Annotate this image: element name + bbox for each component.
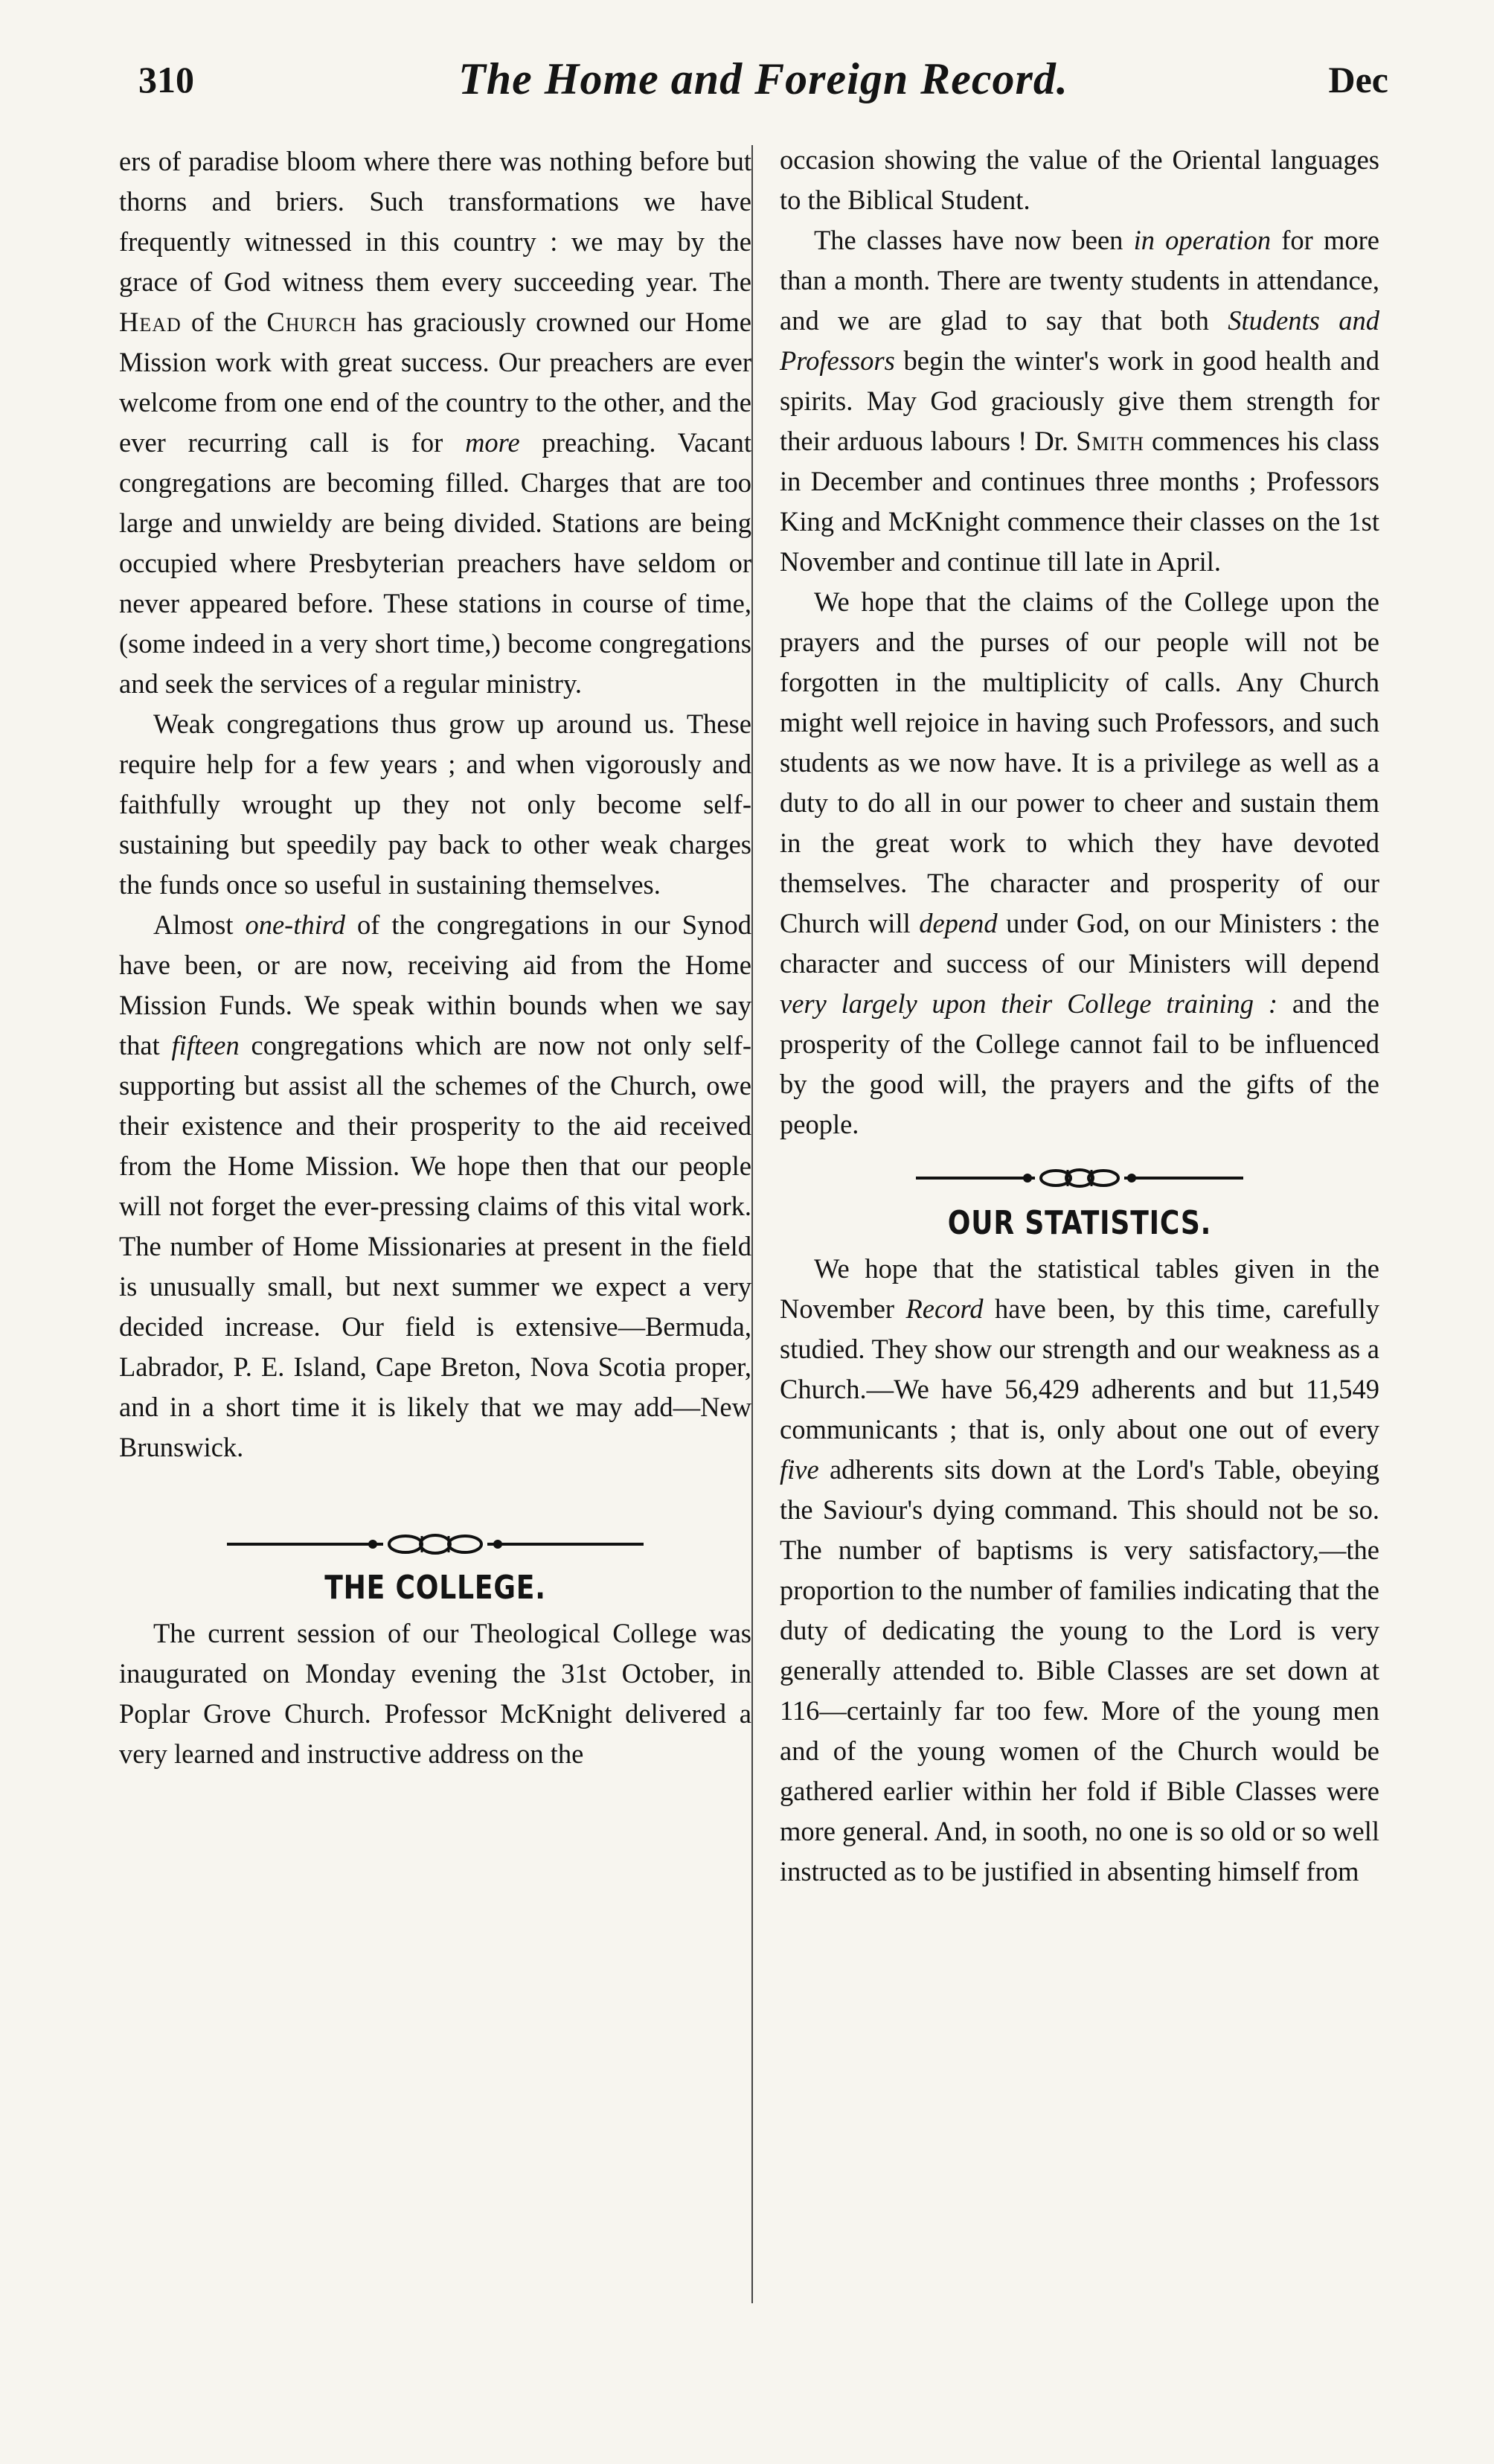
month-label: Dec xyxy=(1328,59,1388,100)
left-column xyxy=(119,141,751,1774)
ornament-divider xyxy=(227,1533,644,1555)
college-claims-paragraph: We hope that the claims of the College upon the prayers and the purses of our people will not be forgotten in the multiplicity of calls. Any Church might well rejoice in having such Professors, and such students as we now have. It is a privilege as well as a duty to do all in our power to cheer and sustain them in the great work to which they have devoted themselves. The character and prosperity of our Church will depend under God, on our Ministers : the character and success of our Ministers will depend very largely upon their College training : and the prosperity of the College cannot fail to be influenced by the good will, the prayers and the gifts of the people. xyxy=(780,586,1379,1139)
college-classes-paragraph: The classes have now been in operation for more than a month. There are twenty students in attendance, and we are glad to say that both Students and Professors begin the winter's work in good health and spirits. May God graciously give them strength for their arduous labours ! Dr. Smith commences his class in December and continues three months ; Professors King and McKnight commence their classes on the 1st November and continue till late in April. xyxy=(780,225,1380,577)
home-mission-paragraph-1: ers of paradise bloom where there was nothing before but thorns and briers. Such transformations we have frequently witnessed in this country : we may by the grace of God witness them every succeeding year. The Head of the Church has graciously crowned our Home Mission work with great success. Our preachers are ever welcome from one end of the country to the other, and the ever recurring call is for more preaching. Vacant congregations are becoming filled. Charges that are too large and unwieldy are being divided. Stations are being occupied where Presbyterian preachers have seldom or never appeared before. These stations in course of time, (some indeed in a very short time,) become congregations and seek the services of a regular ministry. xyxy=(119,146,751,699)
journal-title: The Home and Foreign Record. xyxy=(458,54,1068,103)
ornament-divider xyxy=(916,1167,1243,1189)
section-heading-statistics: OUR STATISTICS. xyxy=(947,1204,1212,1242)
home-mission-paragraph-3: Almost one-third of the congregations in our Synod have been, or are now, receiving aid from the Home Mission Funds. We speak within bounds when we say that fifteen congregations which are now not only self-supporting but assist all the schemes of the Church, owe their existence and their prosperity to the aid received from the Home Mission. We hope then that our people will not forget the ever-pressing claims of this vital work. The number of Home Missionaries at present in the field is unusually small, but next summer we expect a very decided increase. Our field is extensive—Bermuda, Labrador, P. E. Island, Cape Breton, Nova Scotia proper, and in a short time it is likely that we may add—New Brunswick. xyxy=(119,909,752,1462)
college-paragraph-continued: occasion showing the value of the Oriental languages to the Biblical Student. xyxy=(780,144,1379,215)
college-paragraph: The current session of our Theological College was inaugurated on Monday evening the 31st October, in Poplar Grove Church. Professor McKnight delivered a very learned and instructive address on the xyxy=(119,1618,751,1769)
home-mission-paragraph-2: Weak congregations thus grow up around us. These require help for a few years ; and when vigorously and faithfully wrought up they not only become self-sustaining but speedily pay back to other weak charges the funds once so useful in sustaining themselves. xyxy=(119,708,751,900)
page-header xyxy=(138,54,1388,135)
section-heading-college: THE COLLEGE. xyxy=(324,1569,546,1607)
page-number: 310 xyxy=(138,59,194,100)
column-rule xyxy=(751,145,753,2303)
statistics-paragraph: We hope that the statistical tables given in the November Record have been, by this time, carefully studied. They show our strength and our weakness as a Church.—We have 56,429 adherents and but 11,549 communicants ; that is, only about one out of every five adherents sits down at the Lord's Table, obeying the Saviour's dying command. This should not be so. The number of baptisms is very satisfactory,—the proportion to the number of families indicating that the duty of dedicating the young to the Lord is very generally attended to. Bible Classes are set down at 116—certainly far too few. More of the young men and of the young women of the Church would be gathered earlier within her fold if Bible Classes were more general. And, in sooth, no one is so old or so well instructed as to be justified in absenting himself from xyxy=(780,1253,1379,1887)
right-column xyxy=(780,140,1379,1892)
